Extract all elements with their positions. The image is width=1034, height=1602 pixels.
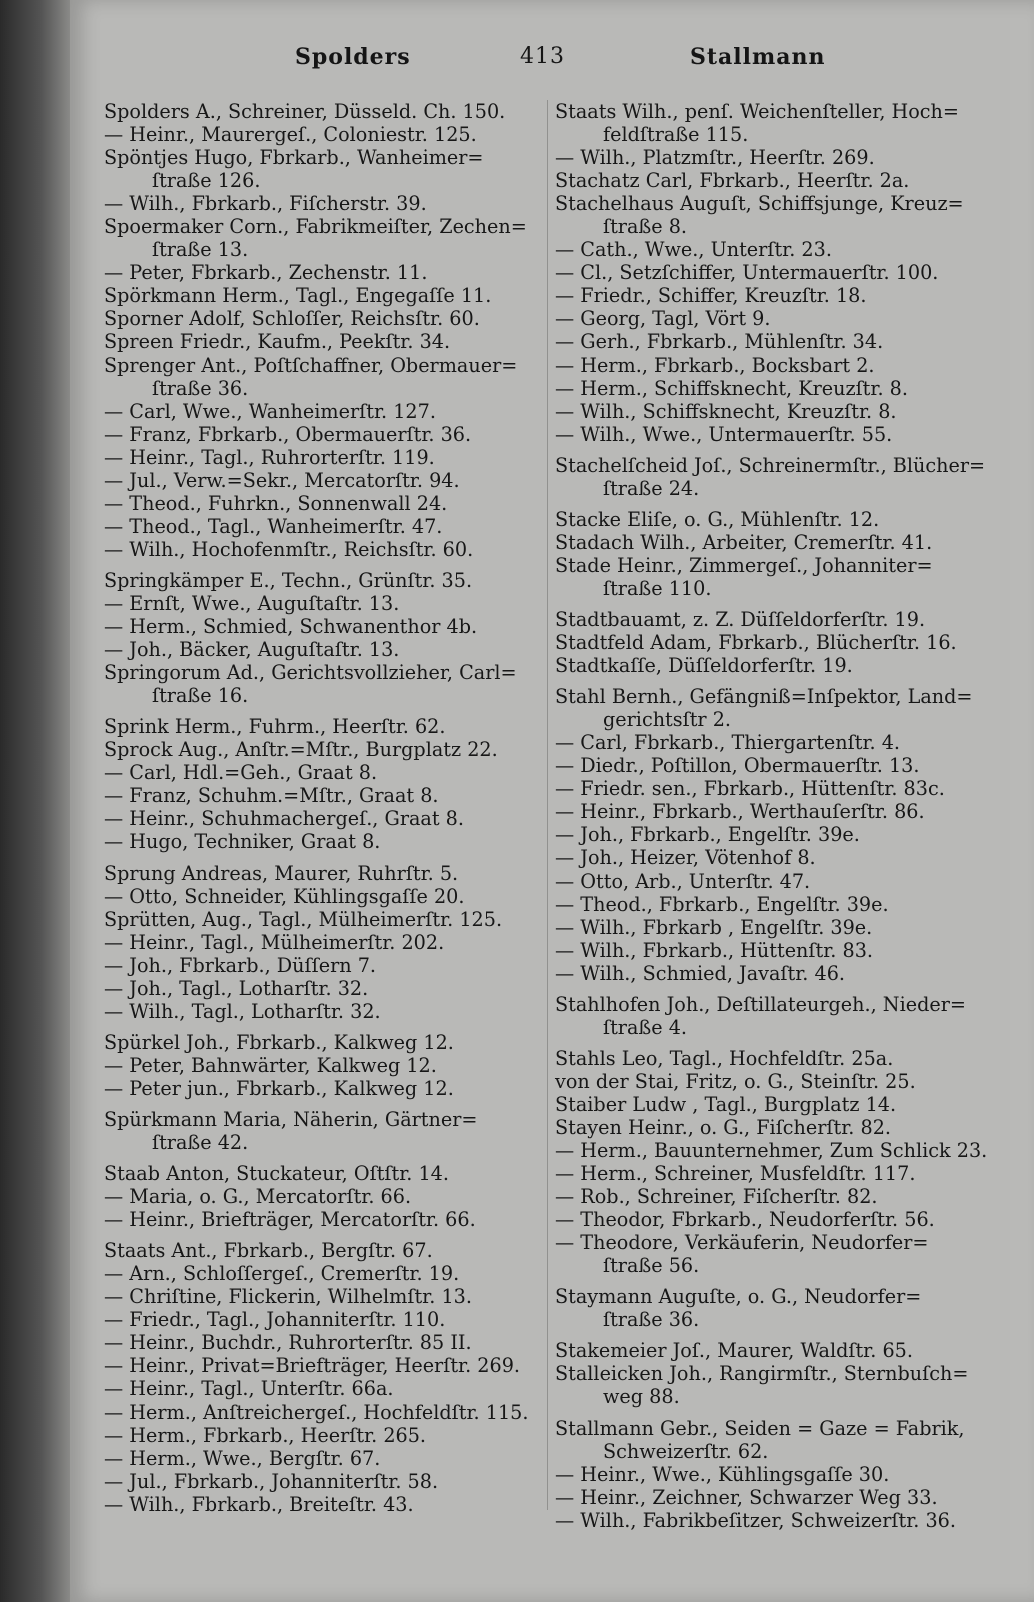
- directory-entry: — Carl, Fbrkarb., Thiergartenſtr. 4.: [555, 731, 901, 755]
- directory-entry: Stadtkaſſe, Düſſeldorferſtr. 19.: [555, 654, 853, 678]
- directory-entry: Spörkmann Herm., Tagl., Engegaſſe 11.: [104, 284, 492, 308]
- directory-entry: — Herm., Bauunternehmer, Zum Schlick 23.: [555, 1139, 988, 1163]
- directory-entry: Staiber Ludw , Tagl., Burgplatz 14.: [555, 1092, 897, 1116]
- entry-continuation: feldſtraße 115.: [603, 123, 749, 147]
- directory-entry: — Theodor, Fbrkarb., Neudorferſtr. 56.: [555, 1208, 935, 1232]
- directory-entry: Stalleicken Joh., Rangirmſtr., Sternbuſch=: [555, 1362, 969, 1386]
- directory-entry: — Rob., Schreiner, Fiſcherſtr. 82.: [555, 1185, 878, 1209]
- entry-continuation: Schweizerſtr. 62.: [603, 1439, 769, 1463]
- directory-entry: — Diedr., Poſtillon, Obermauerſtr. 13.: [555, 754, 920, 778]
- directory-entry: Staats Ant., Fbrkarb., Bergſtr. 67.: [104, 1239, 433, 1263]
- directory-entry: — Joh., Tagl., Lotharſtr. 32.: [104, 976, 369, 1000]
- directory-entry: Sprütten, Aug., Tagl., Mülheimerſtr. 125.: [104, 907, 503, 931]
- directory-entry: Spürkel Joh., Fbrkarb., Kalkweg 12.: [104, 1030, 454, 1054]
- directory-entry: Stadach Wilh., Arbeiter, Cremerſtr. 41.: [555, 530, 933, 554]
- directory-entry: Staab Anton, Stuckateur, Oſtſtr. 14.: [104, 1162, 449, 1186]
- entry-continuation: gerichtsſtr 2.: [603, 708, 731, 732]
- directory-entry: Stakemeier Joſ., Maurer, Waldſtr. 65.: [555, 1339, 913, 1363]
- directory-entry: — Wilh., Fabrikbeſitzer, Schweizerſtr. 36.: [555, 1508, 956, 1532]
- directory-entry: — Heinr., Tagl., Ruhrorterſtr. 119.: [104, 445, 435, 469]
- column-divider: [547, 100, 548, 1510]
- directory-entry: — Theod., Tagl., Wanheimerſtr. 47.: [104, 514, 443, 538]
- entry-continuation: ſtraße 56.: [603, 1254, 700, 1278]
- directory-entry: — Friedr. sen., Fbrkarb., Hüttenſtr. 83c.: [555, 777, 945, 801]
- directory-entry: — Georg, Tagl, Vört 9.: [555, 307, 771, 331]
- directory-entry: — Theod., Fuhrkn., Sonnenwall 24.: [104, 491, 448, 515]
- entry-continuation: ſtraße 16.: [152, 684, 249, 708]
- entry-continuation: weg 88.: [603, 1385, 680, 1409]
- directory-entry: Spreen Friedr., Kaufm., Peekſtr. 34.: [104, 330, 451, 354]
- directory-entry: — Gerh., Fbrkarb., Mühlenſtr. 34.: [555, 330, 884, 354]
- directory-entry: — Wilh., Schmied, Javaſtr. 46.: [555, 961, 846, 985]
- directory-entry: — Heinr., Maurergeſ., Coloniestr. 125.: [104, 123, 477, 147]
- directory-entry: — Friedr., Tagl., Johanniterſtr. 110.: [104, 1308, 446, 1332]
- directory-entry: — Peter jun., Fbrkarb., Kalkweg 12.: [104, 1076, 454, 1100]
- header-right-keyword: Stallmann: [690, 44, 826, 70]
- directory-entry: — Arn., Schloſſergeſ., Cremerſtr. 19.: [104, 1262, 460, 1286]
- entry-continuation: ſtraße 13.: [152, 238, 249, 262]
- entry-continuation: ſtraße 4.: [603, 1015, 688, 1039]
- left-column: [104, 100, 544, 1516]
- directory-entry: — Heinr., Tagl., Unterſtr. 66a.: [104, 1377, 394, 1401]
- directory-entry: Stallmann Gebr., Seiden = Gaze = Fabrik,: [555, 1416, 965, 1440]
- directory-entry: — Wilh., Platzmſtr., Heerſtr. 269.: [555, 146, 875, 170]
- directory-entry: Spolders A., Schreiner, Düsseld. Ch. 150.: [104, 100, 506, 123]
- directory-entry: Stade Heinr., Zimmergeſ., Johanniter=: [555, 553, 933, 577]
- directory-entry: Stadtbauamt, z. Z. Düſſeldorferſtr. 19.: [555, 607, 926, 631]
- directory-entry: Stachelhaus Auguſt, Schiffsjunge, Kreuz=: [555, 192, 964, 216]
- directory-entry: — Otto, Arb., Unterſtr. 47.: [555, 869, 811, 893]
- directory-entry: — Heinr., Privat=Briefträger, Heerſtr. 269.: [104, 1354, 521, 1378]
- directory-entry: — Joh., Fbrkarb., Engelſtr. 39e.: [555, 823, 860, 847]
- header-left-keyword: Spolders: [295, 44, 411, 70]
- directory-entry: — Herm., Anſtreichergeſ., Hochfeldſtr. 115.: [104, 1400, 529, 1424]
- directory-entry: — Franz, Schuhm.=Mſtr., Graat 8.: [104, 784, 439, 808]
- entry-continuation: ſtraße 24.: [603, 476, 700, 500]
- directory-entry: Sprenger Ant., Poſtſchaffner, Obermauer=: [104, 353, 518, 377]
- directory-entry: Stahls Leo, Tagl., Hochfeldſtr. 25a.: [555, 1046, 894, 1070]
- directory-entry: Spürkmann Maria, Näherin, Gärtner=: [104, 1107, 478, 1131]
- directory-entry: — Heinr., Briefträger, Mercatorſtr. 66.: [104, 1208, 476, 1232]
- directory-entry: — Herm., Schiffsknecht, Kreuzſtr. 8.: [555, 376, 908, 400]
- directory-entry: Stadtfeld Adam, Fbrkarb., Blücherſtr. 16.: [555, 631, 957, 655]
- directory-entry: — Wilh., Wwe., Untermauerſtr. 55.: [555, 422, 893, 446]
- directory-entry: — Cl., Setzſchiffer, Untermauerſtr. 100.: [555, 261, 939, 285]
- directory-entry: — Wilh., Fbrkarb., Fiſcherstr. 39.: [104, 192, 427, 216]
- directory-entry: — Wilh., Fbrkarb., Breiteſtr. 43.: [104, 1492, 414, 1516]
- directory-entry: — Wilh., Schiffsknecht, Kreuzſtr. 8.: [555, 399, 897, 423]
- directory-entry: — Otto, Schneider, Kühlingsgaſſe 20.: [104, 884, 465, 908]
- directory-entry: — Joh., Bäcker, Auguſtaſtr. 13.: [104, 638, 400, 662]
- directory-entry: — Herm., Schreiner, Musfeldſtr. 117.: [555, 1162, 916, 1186]
- directory-entry: Springorum Ad., Gerichtsvollzieher, Carl=: [104, 661, 517, 685]
- directory-entry: Spöntjes Hugo, Fbrkarb., Wanheimer=: [104, 146, 484, 170]
- directory-entry: Stacke Eliſe, o. G., Mühlenſtr. 12.: [555, 507, 880, 531]
- directory-entry: — Herm., Schmied, Schwanenthor 4b.: [104, 615, 478, 639]
- directory-entry: — Wilh., Fbrkarb., Hüttenſtr. 83.: [555, 938, 873, 962]
- directory-entry: — Heinr., Schuhmachergeſ., Graat 8.: [104, 807, 464, 831]
- directory-entry: Spoermaker Corn., Fabrikmeiſter, Zechen=: [104, 215, 527, 239]
- directory-entry: — Ernſt, Wwe., Auguſtaſtr. 13.: [104, 591, 400, 615]
- directory-entry: — Peter, Fbrkarb., Zechenstr. 11.: [104, 261, 428, 285]
- directory-entry: — Heinr., Wwe., Kühlingsgaſſe 30.: [555, 1462, 890, 1486]
- directory-entry: Sporner Adolf, Schloſſer, Reichsſtr. 60.: [104, 307, 480, 331]
- directory-entry: — Chriſtine, Flickerin, Wilhelmſtr. 13.: [104, 1285, 472, 1309]
- directory-entry: — Carl, Hdl.=Geh., Graat 8.: [104, 761, 378, 785]
- directory-entry: — Jul., Fbrkarb., Johanniterſtr. 58.: [104, 1469, 439, 1493]
- directory-entry: — Joh., Fbrkarb., Düſſern 7.: [104, 953, 377, 977]
- directory-entry: — Wilh., Fbrkarb , Engelſtr. 39e.: [555, 915, 873, 939]
- directory-entry: Stahlhofen Joh., Deſtillateurgeh., Nieder=: [555, 992, 966, 1016]
- directory-entry: — Heinr., Buchdr., Ruhrorterſtr. 85 II.: [104, 1331, 472, 1355]
- directory-entry: — Heinr., Tagl., Mülheimerſtr. 202.: [104, 930, 445, 954]
- directory-entry: von der Stai, Fritz, o. G., Steinſtr. 25.: [555, 1069, 916, 1093]
- directory-entry: — Heinr., Fbrkarb., Werthauſerſtr. 86.: [555, 800, 925, 824]
- directory-entry: Sprung Andreas, Maurer, Ruhrſtr. 5.: [104, 861, 459, 885]
- book-binding: [0, 0, 70, 1602]
- directory-entry: — Herm., Wwe., Bergſtr. 67.: [104, 1446, 381, 1470]
- entry-continuation: ſtraße 42.: [152, 1131, 249, 1155]
- directory-entry: — Friedr., Schiffer, Kreuzſtr. 18.: [555, 284, 867, 308]
- directory-entry: — Hugo, Techniker, Graat 8.: [104, 830, 381, 854]
- directory-entry: Staats Wilh., penſ. Weichenſteller, Hoch=: [555, 100, 959, 123]
- directory-entry: — Theod., Fbrkarb., Engelſtr. 39e.: [555, 892, 889, 916]
- directory-entry: Stachatz Carl, Fbrkarb., Heerſtr. 2a.: [555, 169, 910, 193]
- entry-continuation: ſtraße 36.: [603, 1308, 700, 1332]
- entry-continuation: ſtraße 110.: [603, 576, 712, 600]
- directory-entry: — Joh., Heizer, Vötenhof 8.: [555, 846, 816, 870]
- directory-entry: Stayen Heinr., o. G., Fiſcherſtr. 82.: [555, 1115, 892, 1139]
- directory-entry: — Maria, o. G., Mercatorſtr. 66.: [104, 1185, 412, 1209]
- directory-entry: Stahl Bernh., Gefängniß=Inſpektor, Land=: [555, 685, 973, 709]
- directory-entry: — Herm., Fbrkarb., Bocksbart 2.: [555, 353, 875, 377]
- page-number: 413: [520, 44, 565, 69]
- directory-entry: — Heinr., Zeichner, Schwarzer Weg 33.: [555, 1485, 938, 1509]
- directory-entry: — Herm., Fbrkarb., Heerſtr. 265.: [104, 1423, 427, 1447]
- entry-continuation: ſtraße 36.: [152, 376, 249, 400]
- directory-entry: — Peter, Bahnwärter, Kalkweg 12.: [104, 1053, 437, 1077]
- right-column: [555, 100, 995, 1532]
- entry-continuation: ſtraße 126.: [152, 169, 261, 193]
- directory-entry: — Jul., Verw.=Sekr., Mercatorſtr. 94.: [104, 468, 460, 492]
- page-header: [70, 44, 1034, 80]
- directory-entry: — Cath., Wwe., Unterſtr. 23.: [555, 238, 832, 262]
- directory-entry: Sprink Herm., Fuhrm., Heerſtr. 62.: [104, 715, 446, 739]
- directory-entry: Sprock Aug., Anſtr.=Mſtr., Burgplatz 22.: [104, 738, 498, 762]
- directory-entry: Staymann Auguſte, o. G., Neudorfer=: [555, 1285, 922, 1309]
- directory-entry: Springkämper E., Techn., Grünſtr. 35.: [104, 568, 473, 592]
- entry-continuation: ſtraße 8.: [603, 215, 688, 239]
- directory-entry: — Theodore, Verkäuferin, Neudorfer=: [555, 1231, 929, 1255]
- directory-entry: — Wilh., Tagl., Lotharſtr. 32.: [104, 999, 381, 1023]
- directory-entry: — Wilh., Hochofenmſtr., Reichsſtr. 60.: [104, 537, 474, 561]
- directory-entry: Stachelſcheid Joſ., Schreinermſtr., Blücher=: [555, 453, 986, 477]
- directory-entry: — Franz, Fbrkarb., Obermauerſtr. 36.: [104, 422, 472, 446]
- directory-entry: — Carl, Wwe., Wanheimerſtr. 127.: [104, 399, 436, 423]
